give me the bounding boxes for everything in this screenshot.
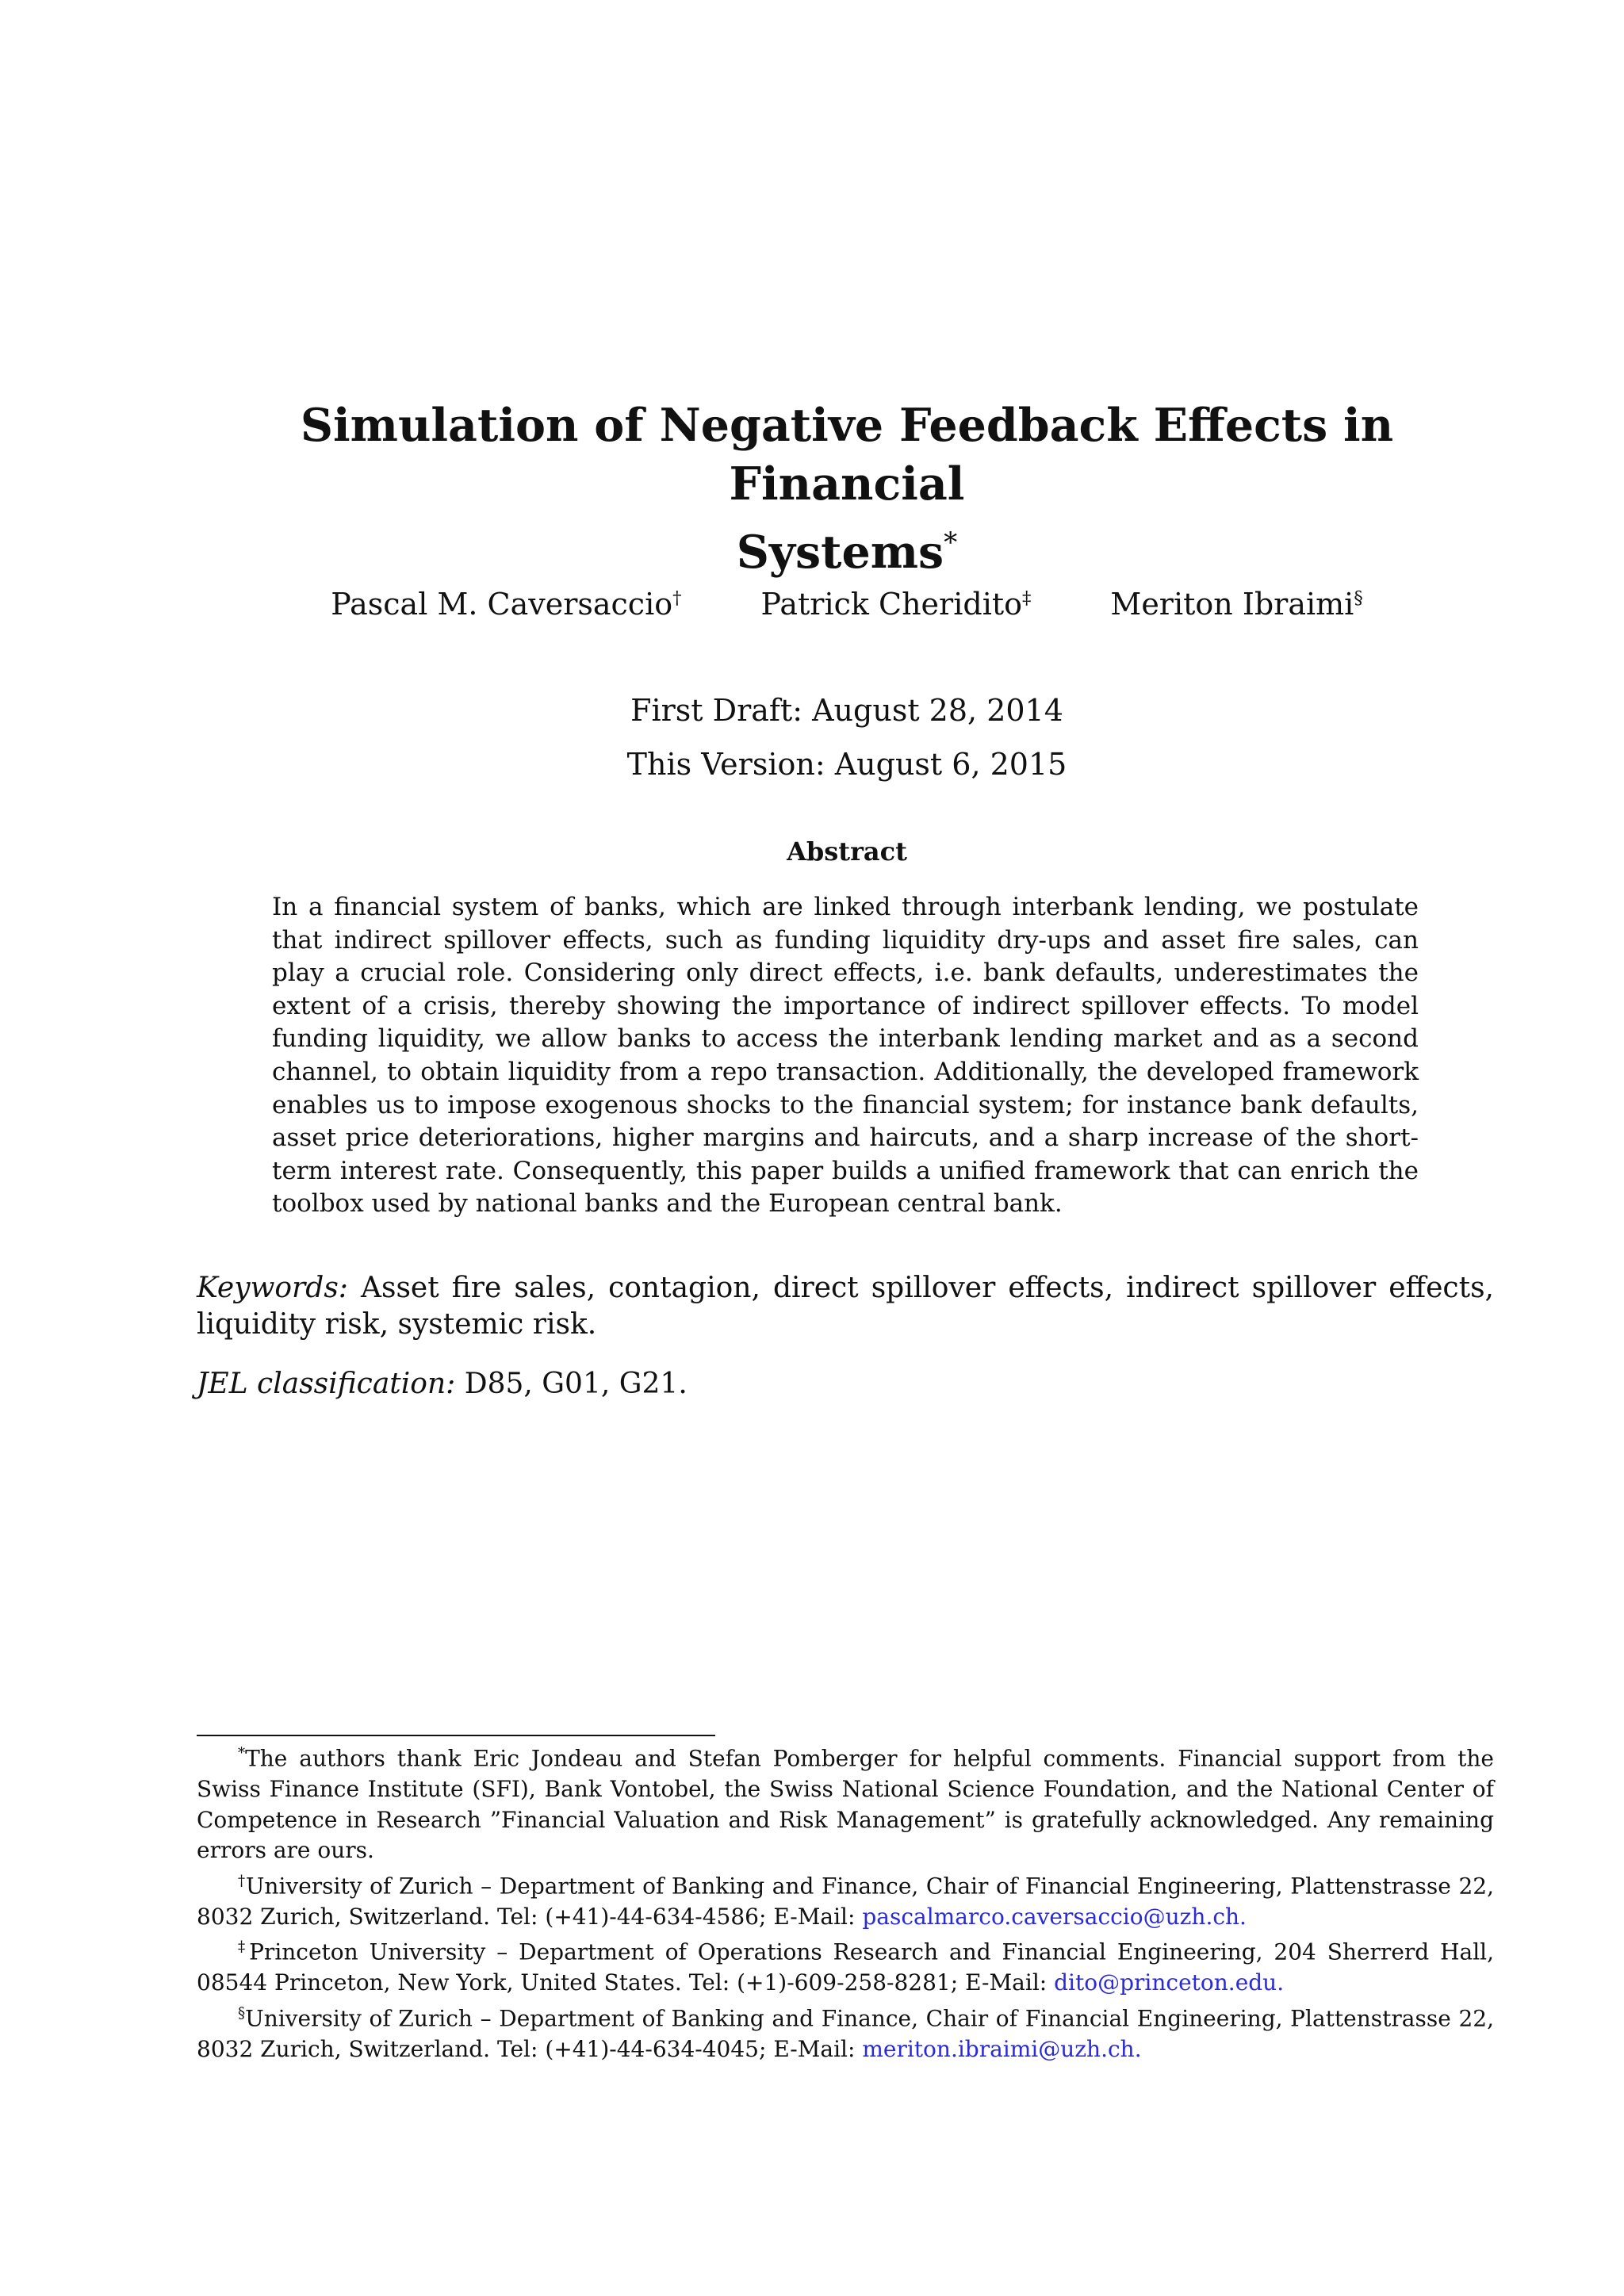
author-cheridito: Patrick Cheridito‡ bbox=[760, 587, 1032, 622]
abstract-heading: Abstract bbox=[787, 836, 907, 867]
footnote-divider bbox=[197, 1735, 715, 1736]
first-draft-date: First Draft: August 28, 2014 bbox=[630, 693, 1063, 728]
footnote-cheridito: ‡Princeton University – Department of Operations Research and Financial Engineering, 204 Sherrerd Hall, 08544 Princeton, New York, United States. Tel: (+1)-609-258-8281; E-Mail: dito@princeton.edu. bbox=[197, 1938, 1495, 1996]
jel-text: D85, G01, G21. bbox=[464, 1368, 688, 1400]
this-version-date: This Version: August 6, 2015 bbox=[626, 747, 1067, 782]
keywords-label: Keywords: bbox=[197, 1272, 348, 1304]
abstract-text: In a financial system of banks, which are linked through interbank lending, we postulate that indirect spillover effects, such as funding liquidity dry-ups and asset fire sales, can play a crucial role. Considering only direct effects, i.e. bank defaults, underestimates the extent of a crisis, thereby showing the importance of indirect spillover effects. To model funding liquidity, we allow banks to access the interbank lending market and as a second channel, to obtain liquidity from a repo transaction. Additionally, the developed framework enables us to impose exogenous shocks to the financial system; for instance bank defaults, asset price deteriorations, higher margins and haircuts, and a sharp increase of the short-term interest rate. Consequently, this paper builds a unified framework that can enrich the toolbox used by national banks and the European central bank. bbox=[272, 893, 1419, 1219]
footnote-caversaccio: †University of Zurich – Department of Banking and Finance, Chair of Financial Engineering, Plattenstrasse 22, 8032 Zurich, Switzerland. Tel: (+41)-44-634-4586; E-Mail: pascalmarco.caversaccio@uzh.ch. bbox=[197, 1872, 1494, 1930]
author-caversaccio: Pascal M. Caversaccio† bbox=[331, 587, 682, 622]
keywords bbox=[197, 1270, 1494, 1343]
keywords-text: Asset fire sales, contagion, direct spillover effects, indirect spillover effects, liquidity risk, systemic risk. bbox=[197, 1272, 1494, 1341]
author-ibraimi: Meriton Ibraimi§ bbox=[1110, 587, 1363, 622]
footnotes bbox=[197, 1739, 1494, 2064]
title-line-2: Systems bbox=[736, 526, 944, 579]
title-footnote-mark: * bbox=[944, 527, 958, 559]
email-link-ibraimi[interactable]: meriton.ibraimi@uzh.ch. bbox=[862, 2035, 1142, 2062]
jel-label: JEL classification: bbox=[197, 1368, 456, 1400]
paper-title bbox=[197, 396, 1497, 582]
dates-block bbox=[197, 683, 1497, 791]
title-line-1: Simulation of Negative Feedback Effects in Financial bbox=[300, 399, 1394, 511]
email-link-cheridito[interactable]: dito@princeton.edu. bbox=[1054, 1969, 1285, 1996]
author-list bbox=[197, 587, 1497, 622]
jel-classification bbox=[197, 1368, 1494, 1400]
footnote-acknowledgement: *The authors thank Eric Jondeau and Stefan Pomberger for helpful comments. Financial support from the Swiss Finance Institute (SFI), Bank Vontobel, the Swiss National Science Foundation, and the National Center of Competence in Research ”Financial Valuation and Risk Management” is gratefully acknowledged. Any remaining errors are ours. bbox=[197, 1745, 1494, 1864]
email-link-caversaccio[interactable]: pascalmarco.caversaccio@uzh.ch. bbox=[862, 1903, 1247, 1930]
footnote-ibraimi: §University of Zurich – Department of Banking and Finance, Chair of Financial Engineering, Plattenstrasse 22, 8032 Zurich, Switzerland. Tel: (+41)-44-634-4045; E-Mail: meriton.ibraimi@uzh.ch. bbox=[197, 2004, 1494, 2062]
